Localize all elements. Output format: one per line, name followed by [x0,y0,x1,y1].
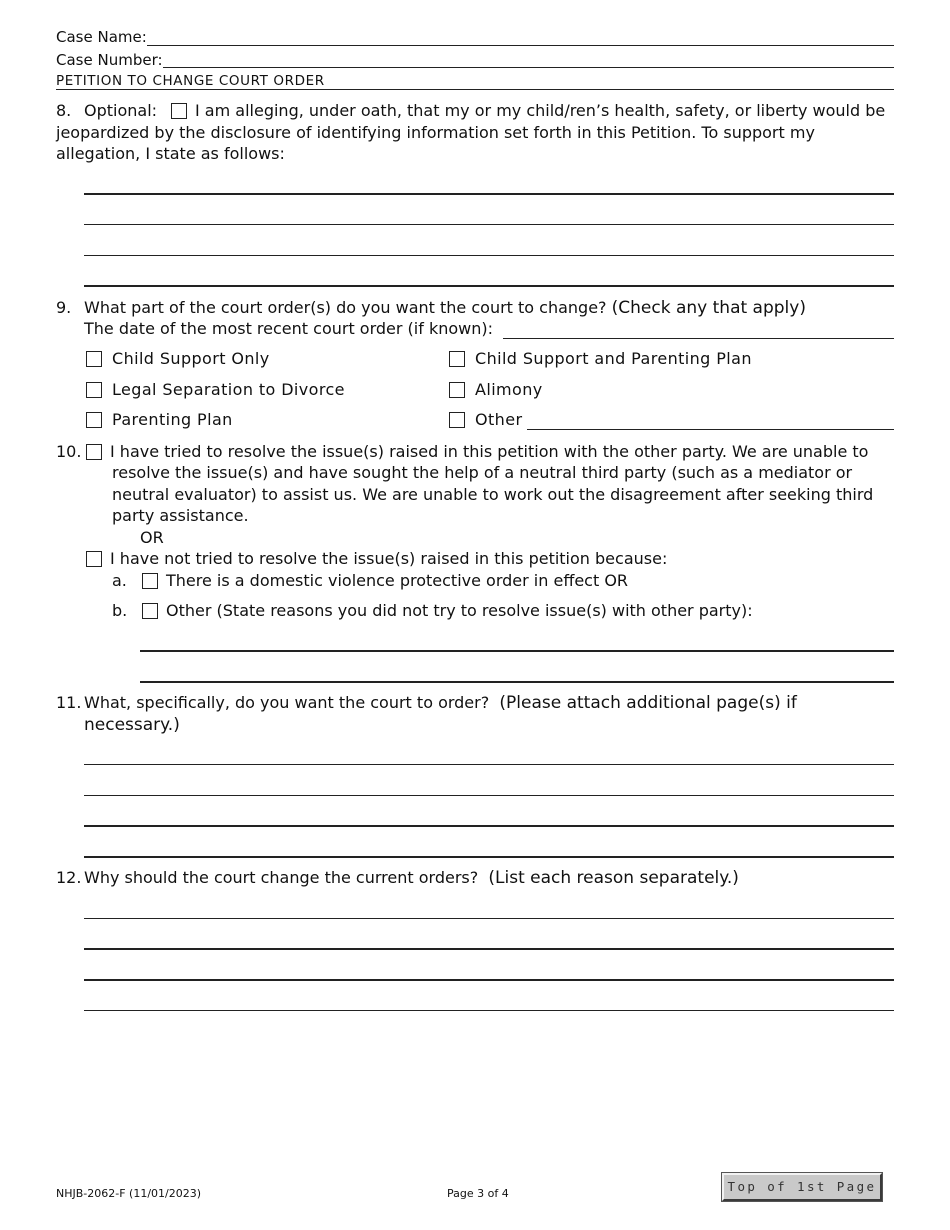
item11-number: 11. [56,693,82,712]
checkbox-alimony[interactable] [449,382,465,398]
item8-number: 8. [56,101,72,120]
label-child-support-parenting-plan: Child Support and Parenting Plan [475,349,752,368]
top-of-first-page-button[interactable]: Top of 1st Page [722,1173,882,1201]
footer-page-number: Page 3 of 4 [447,1187,509,1200]
item10-a-text: There is a domestic violence protective order in effect OR [166,571,629,590]
item10-b-label: b. [112,601,128,620]
checkbox-child-support-parenting-plan[interactable] [449,351,465,367]
item12-question: Why should the court change the current orders? (List each reason separately.) [84,868,739,888]
item11-answer-line-2[interactable] [84,795,894,796]
item10-option1-checkbox[interactable] [86,444,102,460]
item12-hint: (List each reason separately.) [488,868,739,888]
item11-hint: (Please attach additional page(s) if [499,693,797,713]
item12-answer-line-3[interactable] [84,979,894,981]
label-parenting-plan: Parenting Plan [112,410,233,429]
other-field[interactable] [527,412,894,430]
item11-answer-line-3[interactable] [84,825,894,827]
item10-answer-line-1[interactable] [140,650,894,652]
item12-answer-line-4[interactable] [84,1010,894,1011]
checkbox-other[interactable] [449,412,465,428]
case-number-label: Case Number: [56,51,163,69]
case-number-field[interactable] [163,49,894,68]
item8-line2: jeopardized by the disclosure of identifying information set forth in this Petition. To support my [56,123,815,142]
item8-answer-line-2[interactable] [84,224,894,225]
case-name-field[interactable] [147,26,894,46]
item12-answer-line-2[interactable] [84,948,894,950]
item10-option1-line1: I have tried to resolve the issue(s) raised in this petition with the other party. We are unable to [110,442,869,461]
label-alimony: Alimony [475,380,543,399]
item10-option2-text: I have not tried to resolve the issue(s) raised in this petition because: [110,549,668,568]
item8-line3: allegation, I state as follows: [56,144,285,163]
item10-b-checkbox[interactable] [142,603,158,619]
item10-number: 10. [56,442,82,461]
item10-option1-line3: neutral evaluator) to assist us. We are unable to work out the disagreement after seeking third [112,485,874,504]
item10-option1-line4: party assistance. [112,506,249,525]
form-title: PETITION TO CHANGE COURT ORDER [56,73,325,89]
label-other: Other [475,410,523,429]
header-divider [56,89,894,90]
checkbox-legal-separation[interactable] [86,382,102,398]
item9-hint: (Check any that apply) [611,298,806,318]
item9-number: 9. [56,298,72,317]
item11-answer-line-1[interactable] [84,764,894,765]
item10-option1-line2: resolve the issue(s) and have sought the help of a neutral third party (such as a mediator or [112,463,853,482]
case-name-label: Case Name: [56,28,147,46]
label-child-support-only: Child Support Only [112,349,270,368]
item12-number: 12. [56,868,82,887]
item10-b-text: Other (State reasons you did not try to resolve issue(s) with other party): [166,601,753,620]
item10-option2-checkbox[interactable] [86,551,102,567]
item11-hint-line2: necessary.) [84,715,180,735]
label-legal-separation: Legal Separation to Divorce [112,380,345,399]
item11-question: What, specifically, do you want the court to order? (Please attach additional page(s) if [84,693,797,713]
footer-form-id: NHJB-2062-F (11/01/2023) [56,1187,202,1200]
item8-answer-line-1[interactable] [84,193,894,195]
item10-a-label: a. [112,571,127,590]
item10-or-text: OR [140,528,164,547]
item8-line1: I am alleging, under oath, that my or my child/ren’s health, safety, or liberty would be [195,101,886,120]
item9-question: What part of the court order(s) do you want the court to change? (Check any that apply) [84,298,806,318]
item12-answer-line-1[interactable] [84,918,894,919]
checkbox-parenting-plan[interactable] [86,412,102,428]
checkbox-child-support-only[interactable] [86,351,102,367]
item8-checkbox[interactable] [171,103,187,119]
item10-a-checkbox[interactable] [142,573,158,589]
item11-answer-line-4[interactable] [84,856,894,858]
item9-date-field[interactable] [503,320,894,339]
item10-answer-line-2[interactable] [140,681,894,683]
item9-date-label: The date of the most recent court order (if known): [84,319,494,338]
item8-answer-line-3[interactable] [84,255,894,256]
item8-optional-label: Optional: [84,101,158,120]
item8-answer-line-4[interactable] [84,285,894,287]
